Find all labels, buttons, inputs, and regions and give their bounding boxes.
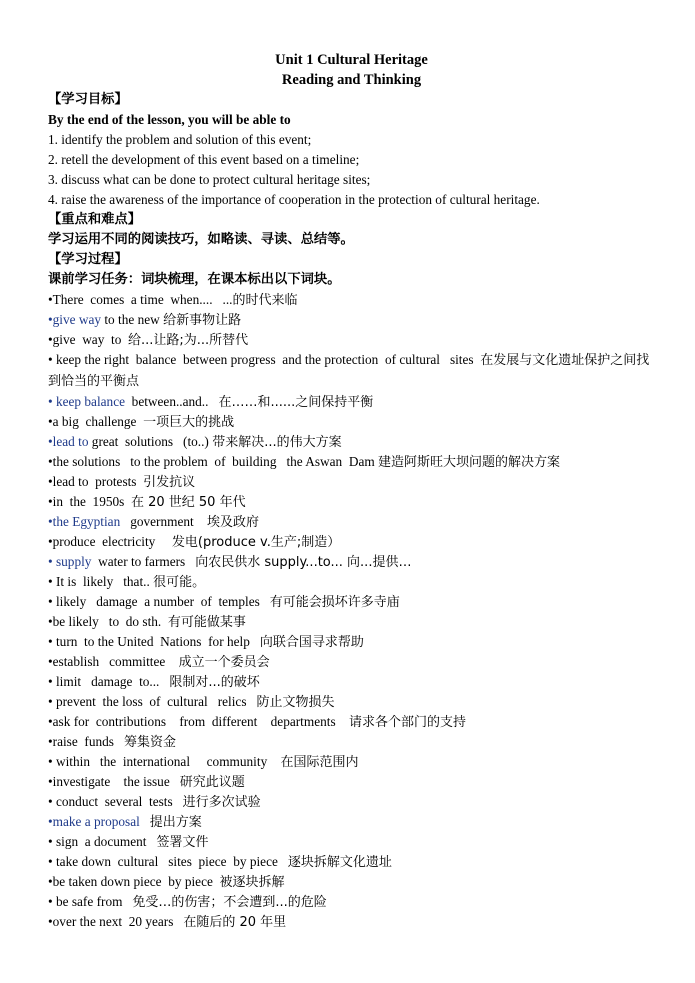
chinese-translation: 逐块拆解文化遗址	[287, 855, 392, 870]
english-phrase: • It is likely that..	[48, 574, 154, 589]
english-phrase: •lead to protests	[48, 474, 144, 489]
chinese-translation: 签署文件	[156, 835, 209, 850]
highlighted-phrase: • keep balance	[48, 394, 126, 409]
chinese-translation: 有可能会损坏许多寺庙	[269, 595, 400, 610]
phrase-item	[48, 532, 655, 552]
english-phrase: • likely damage a number of temples	[48, 594, 270, 609]
chinese-translation: 限制对...的破坏	[169, 675, 260, 690]
phrase-item	[48, 712, 655, 732]
chinese-translation: 带来解决...的伟大方案	[212, 435, 342, 450]
phrase-item	[48, 452, 655, 472]
section-heading-key-points: 【重点和难点】	[48, 212, 142, 227]
phrase-item	[48, 872, 655, 892]
english-phrase: •give way to	[48, 332, 128, 347]
phrase-item	[48, 310, 655, 330]
chinese-translation: 有可能做某事	[167, 615, 246, 630]
english-phrase: •There comes a time when.... ...	[48, 292, 233, 307]
phrase-item	[48, 432, 655, 452]
unit-title: Unit 1 Cultural Heritage	[275, 52, 428, 68]
english-phrase: •over the next 20 years	[48, 914, 184, 929]
chinese-translation: 给新事物让路	[163, 313, 242, 328]
phrase-item	[48, 852, 655, 872]
english-phrase: •a big challenge	[48, 414, 144, 429]
english-phrase: •ask for contributions from different departments	[48, 714, 349, 729]
highlighted-phrase: • supply	[48, 554, 92, 569]
chinese-translation: 发电(produce v.生产;制造）	[171, 535, 341, 550]
phrase-item	[48, 392, 655, 412]
chinese-translation: 的时代来临	[232, 293, 298, 308]
chinese-translation: 向农民供水 supply...to... 向...提供…	[195, 555, 412, 570]
chinese-translation: 进行多次试验	[182, 795, 261, 810]
english-phrase: •be likely to do sth.	[48, 614, 168, 629]
phrase-item	[48, 772, 655, 792]
english-phrase: • prevent the loss of cultural relics	[48, 694, 257, 709]
chinese-translation: 向联合国寻求帮助	[259, 635, 364, 650]
phrase-item	[48, 512, 655, 532]
key-points-text: 学习运用不同的阅读技巧，如略读、寻读、总结等。	[48, 232, 354, 247]
chinese-translation: 成立一个委员会	[178, 655, 270, 670]
english-phrase: •establish committee	[48, 654, 179, 669]
chinese-translation: 请求各个部门的支持	[348, 715, 466, 730]
chinese-translation: 给...让路;为...所替代	[128, 333, 249, 348]
chinese-translation: 很可能。	[153, 575, 206, 590]
phrase-item	[48, 892, 655, 912]
phrase-item	[48, 552, 655, 572]
phrase-item	[48, 330, 655, 350]
lesson-subtitle: Reading and Thinking	[281, 72, 422, 88]
english-phrase: water to farmers	[91, 554, 196, 569]
english-phrase: •investigate the issue	[48, 774, 180, 789]
chinese-translation: 研究此议题	[179, 775, 245, 790]
phrase-item	[48, 412, 655, 432]
english-phrase	[140, 814, 150, 829]
section-heading-goals: 【学习目标】	[48, 92, 128, 107]
phrase-item	[48, 652, 655, 672]
phrase-item	[48, 732, 655, 752]
phrase-item	[48, 632, 655, 652]
chinese-translation: 在发展与文化遗址保护之间找到恰当的平衡点	[48, 353, 650, 389]
english-phrase: • take down cultural sites piece by piece	[48, 854, 288, 869]
phrase-item	[48, 692, 655, 712]
english-phrase: • limit damage to...	[48, 674, 170, 689]
goal-item: 3. discuss what can be done to protect cultural heritage sites;	[48, 172, 371, 187]
english-phrase: •be taken down piece by piece	[48, 874, 220, 889]
goal-item: 4. raise the awareness of the importance of cooperation in the protection of cultural heritage.	[48, 192, 540, 207]
goal-item: 2. retell the development of this event based on a timeline;	[48, 152, 360, 167]
english-phrase: to the new	[101, 312, 164, 327]
english-phrase: •the solutions to the problem of building the Aswan Dam	[48, 454, 379, 469]
english-phrase: government	[120, 514, 208, 529]
english-phrase: between..and..	[125, 394, 219, 409]
chinese-translation: 免受…的伤害；不会遭到...的危险	[132, 895, 327, 910]
phrase-item	[48, 492, 655, 512]
english-phrase: great solutions (to..)	[88, 434, 213, 449]
english-phrase: • sign a document	[48, 834, 157, 849]
chinese-translation: 在随后的 20 年里	[183, 915, 287, 930]
highlighted-phrase: •lead to	[48, 434, 89, 449]
chinese-translation: 被逐块拆解	[219, 875, 285, 890]
highlighted-phrase: •make a proposal	[48, 814, 140, 829]
english-phrase: • keep the right balance between progress and the protection of cultural sites	[48, 352, 481, 367]
phrase-item	[48, 592, 655, 612]
english-phrase: • within the international community	[48, 754, 281, 769]
phrase-item	[48, 612, 655, 632]
chinese-translation: 提出方案	[149, 815, 202, 830]
phrase-item	[48, 572, 655, 592]
phrase-item	[48, 792, 655, 812]
english-phrase: • conduct several tests	[48, 794, 183, 809]
phrase-item	[48, 472, 655, 492]
chinese-translation: 一项巨大的挑战	[143, 415, 235, 430]
highlighted-phrase: •give way	[48, 312, 102, 327]
phrase-item	[48, 290, 655, 310]
pre-class-task: 课前学习任务：词块梳理，在课本标出以下词块。	[48, 272, 341, 287]
chinese-translation: 在国际范围内	[280, 755, 359, 770]
phrase-item	[48, 912, 655, 932]
section-heading-process: 【学习过程】	[48, 252, 128, 267]
phrase-item	[48, 350, 655, 392]
phrase-item	[48, 832, 655, 852]
chinese-translation: 引发抗议	[143, 475, 196, 490]
chinese-translation: 在……和......之间保持平衡	[218, 395, 374, 410]
phrase-item	[48, 672, 655, 692]
goals-intro: By the end of the lesson, you will be able to	[48, 112, 291, 127]
english-phrase: •in the 1950s	[48, 494, 131, 509]
phrase-list	[48, 290, 655, 932]
goal-item: 1. identify the problem and solution of this event;	[48, 132, 312, 147]
phrase-item	[48, 752, 655, 772]
chinese-translation: 筹集资金	[123, 735, 176, 750]
phrase-item	[48, 812, 655, 832]
english-phrase: • turn to the United Nations for help	[48, 634, 260, 649]
goals-list	[48, 130, 655, 210]
chinese-translation: 埃及政府	[207, 515, 260, 530]
chinese-translation: 防止文物损失	[256, 695, 335, 710]
english-phrase: • be safe from	[48, 894, 133, 909]
chinese-translation: 建造阿斯旺大坝问题的解决方案	[378, 455, 561, 470]
english-phrase: •raise funds	[48, 734, 124, 749]
highlighted-phrase: •the Egyptian	[48, 514, 121, 529]
english-phrase: •produce electricity	[48, 534, 172, 549]
chinese-translation: 在 20 世纪 50 年代	[130, 495, 246, 510]
